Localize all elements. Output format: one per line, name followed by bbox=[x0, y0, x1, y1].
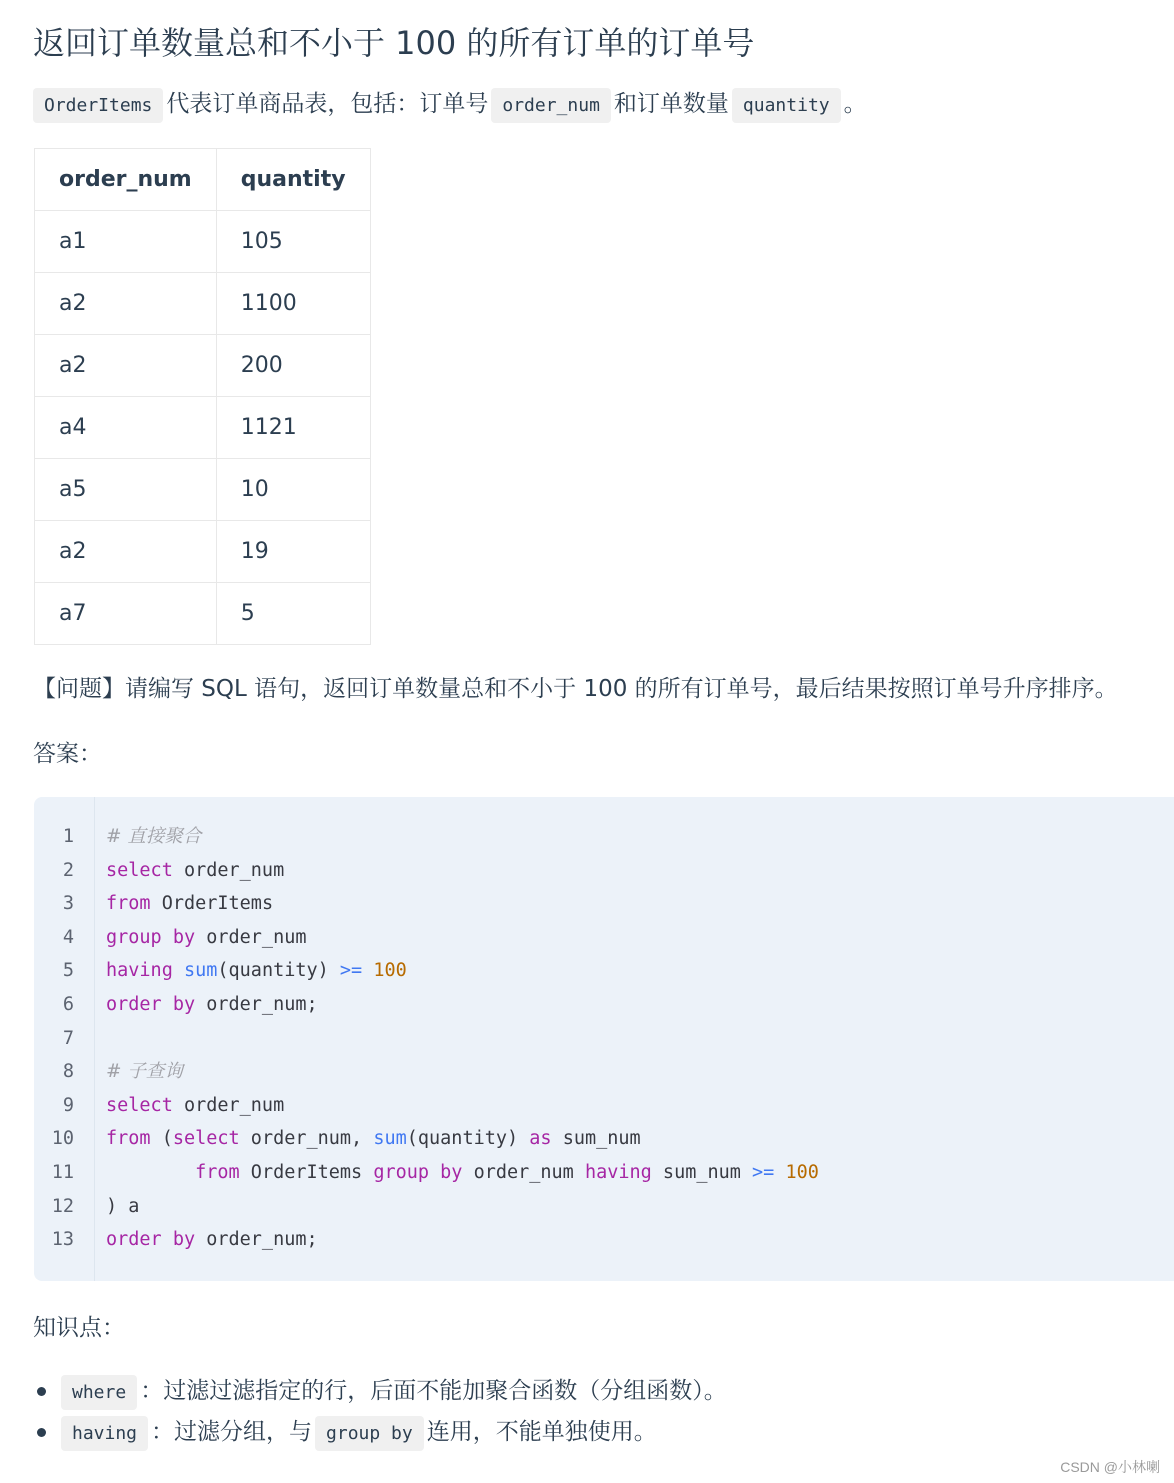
cell-order-num: a7 bbox=[35, 583, 217, 645]
line-number: 3 bbox=[62, 893, 74, 915]
inline-code-where: where bbox=[61, 1375, 137, 1410]
bullet-icon bbox=[37, 1428, 46, 1437]
list-item bbox=[33, 1371, 727, 1412]
table-header-row bbox=[35, 149, 371, 211]
intro-text-3: 。 bbox=[843, 91, 867, 117]
intro-text-2: 和订单数量 bbox=[613, 91, 729, 117]
code-line bbox=[34, 1190, 819, 1224]
code-lines bbox=[34, 820, 819, 1257]
cell-order-num: a1 bbox=[35, 211, 217, 273]
code-token: # 子查询 bbox=[106, 1061, 183, 1083]
code-token: having bbox=[106, 960, 173, 982]
code-token: group by bbox=[373, 1161, 463, 1183]
code-line bbox=[34, 921, 819, 955]
watermark: CSDN @小林喇 bbox=[1060, 1459, 1160, 1475]
line-number: 4 bbox=[62, 926, 74, 948]
cell-quantity: 5 bbox=[216, 583, 370, 645]
code-token: select bbox=[172, 1128, 240, 1150]
cell-order-num: a2 bbox=[35, 521, 217, 583]
line-number: 12 bbox=[51, 1195, 74, 1217]
code-token bbox=[173, 960, 184, 981]
header-quantity: quantity bbox=[216, 149, 370, 211]
code-token: order by bbox=[106, 993, 196, 1015]
point-text: ：过滤过滤指定的行，后面不能加聚合函数（分组函数）。 bbox=[140, 1378, 727, 1404]
intro-text-1: 代表订单商品表，包括：订单号 bbox=[166, 91, 489, 117]
cell-quantity: 200 bbox=[216, 335, 370, 397]
code-token: (quantity) bbox=[217, 960, 340, 982]
cell-order-num: a2 bbox=[35, 273, 217, 335]
question-text: 【问题】请编写 SQL 语句，返回订单数量总和不小于 100 的所有订单号，最后结果按照订单号升序排序。 bbox=[33, 676, 1118, 702]
cell-order-num: a5 bbox=[35, 459, 217, 521]
header-order-num: order_num bbox=[35, 149, 217, 211]
point-text-2: 连用，不能单独使用。 bbox=[426, 1419, 657, 1445]
code-line bbox=[34, 1223, 819, 1257]
sql-code-block[interactable] bbox=[34, 797, 1174, 1281]
line-number: 9 bbox=[62, 1094, 74, 1116]
cell-quantity: 19 bbox=[216, 521, 370, 583]
bullet-icon bbox=[37, 1387, 46, 1396]
line-number: 10 bbox=[51, 1128, 74, 1150]
cell-order-num: a2 bbox=[35, 335, 217, 397]
table-row bbox=[35, 273, 371, 335]
list-item bbox=[33, 1412, 727, 1453]
line-number: 13 bbox=[51, 1229, 74, 1251]
code-line bbox=[34, 1156, 819, 1190]
code-line bbox=[34, 1022, 819, 1056]
order-items-table bbox=[34, 148, 371, 645]
code-token: order_num bbox=[195, 926, 307, 948]
cell-quantity: 10 bbox=[216, 459, 370, 521]
inline-code-having: having bbox=[61, 1416, 148, 1451]
code-token: >= bbox=[339, 960, 363, 982]
code-line bbox=[34, 1089, 819, 1123]
line-number: 2 bbox=[62, 859, 74, 881]
code-token: sum_num bbox=[551, 1128, 641, 1150]
inline-code-table: OrderItems bbox=[33, 88, 163, 123]
line-number: 11 bbox=[51, 1161, 74, 1183]
code-line bbox=[34, 1122, 819, 1156]
code-token: >= bbox=[752, 1161, 775, 1183]
code-token: (quantity) bbox=[406, 1128, 530, 1150]
code-token: select bbox=[106, 1094, 173, 1116]
line-number: 5 bbox=[62, 960, 74, 982]
code-token: 100 bbox=[785, 1161, 819, 1183]
intro-paragraph bbox=[33, 86, 867, 124]
code-token: # 直接聚合 bbox=[106, 826, 202, 847]
line-number: 7 bbox=[62, 1027, 74, 1049]
code-token: having bbox=[584, 1161, 652, 1183]
code-line bbox=[34, 954, 819, 988]
answer-label: 答案： bbox=[33, 741, 102, 767]
code-token: from bbox=[195, 1161, 240, 1183]
code-token: order_num; bbox=[195, 1229, 318, 1251]
code-token: ( bbox=[150, 1128, 173, 1150]
inline-code-order-num: order_num bbox=[491, 88, 611, 123]
code-token: OrderItems bbox=[239, 1161, 374, 1183]
table-row bbox=[35, 459, 371, 521]
code-token: order_num bbox=[462, 1161, 585, 1183]
line-number: 6 bbox=[62, 993, 74, 1015]
inline-code-group-by: group by bbox=[315, 1416, 424, 1451]
code-token: order_num bbox=[172, 859, 285, 881]
code-line bbox=[34, 887, 819, 921]
code-line bbox=[34, 854, 819, 888]
code-token: select bbox=[106, 859, 173, 881]
code-token: from bbox=[106, 1128, 151, 1150]
code-token: order_num; bbox=[195, 993, 318, 1015]
code-line bbox=[34, 988, 819, 1022]
cell-quantity: 1121 bbox=[216, 397, 370, 459]
code-token: sum_num bbox=[651, 1161, 753, 1183]
code-token: from bbox=[106, 893, 151, 915]
cell-quantity: 105 bbox=[216, 211, 370, 273]
table-row bbox=[35, 397, 371, 459]
code-token bbox=[106, 1162, 195, 1183]
code-token: order by bbox=[106, 1229, 196, 1251]
line-number: 8 bbox=[62, 1061, 74, 1083]
code-token: sum bbox=[183, 960, 218, 982]
page-title: 返回订单数量总和不小于 100 的所有订单的订单号 bbox=[33, 24, 755, 62]
code-token: order_num, bbox=[239, 1128, 374, 1150]
table-row bbox=[35, 335, 371, 397]
code-token bbox=[362, 960, 373, 981]
line-number: 1 bbox=[62, 826, 74, 847]
code-token: sum bbox=[373, 1128, 407, 1150]
code-token bbox=[774, 1162, 785, 1183]
table-row bbox=[35, 211, 371, 273]
knowledge-label: 知识点： bbox=[33, 1315, 125, 1341]
code-token: group by bbox=[106, 926, 196, 948]
code-line bbox=[34, 820, 819, 854]
inline-code-quantity: quantity bbox=[732, 88, 841, 123]
table-row bbox=[35, 521, 371, 583]
code-token: ) a bbox=[106, 1195, 140, 1217]
knowledge-points-list bbox=[33, 1371, 727, 1453]
code-token: 100 bbox=[373, 960, 407, 982]
point-text: ：过滤分组，与 bbox=[151, 1419, 313, 1445]
code-token: order_num bbox=[172, 1094, 285, 1116]
cell-order-num: a4 bbox=[35, 397, 217, 459]
code-token: as bbox=[529, 1128, 552, 1150]
table-row bbox=[35, 583, 371, 645]
code-line bbox=[34, 1055, 819, 1089]
cell-quantity: 1100 bbox=[216, 273, 370, 335]
code-token: OrderItems bbox=[150, 893, 274, 915]
